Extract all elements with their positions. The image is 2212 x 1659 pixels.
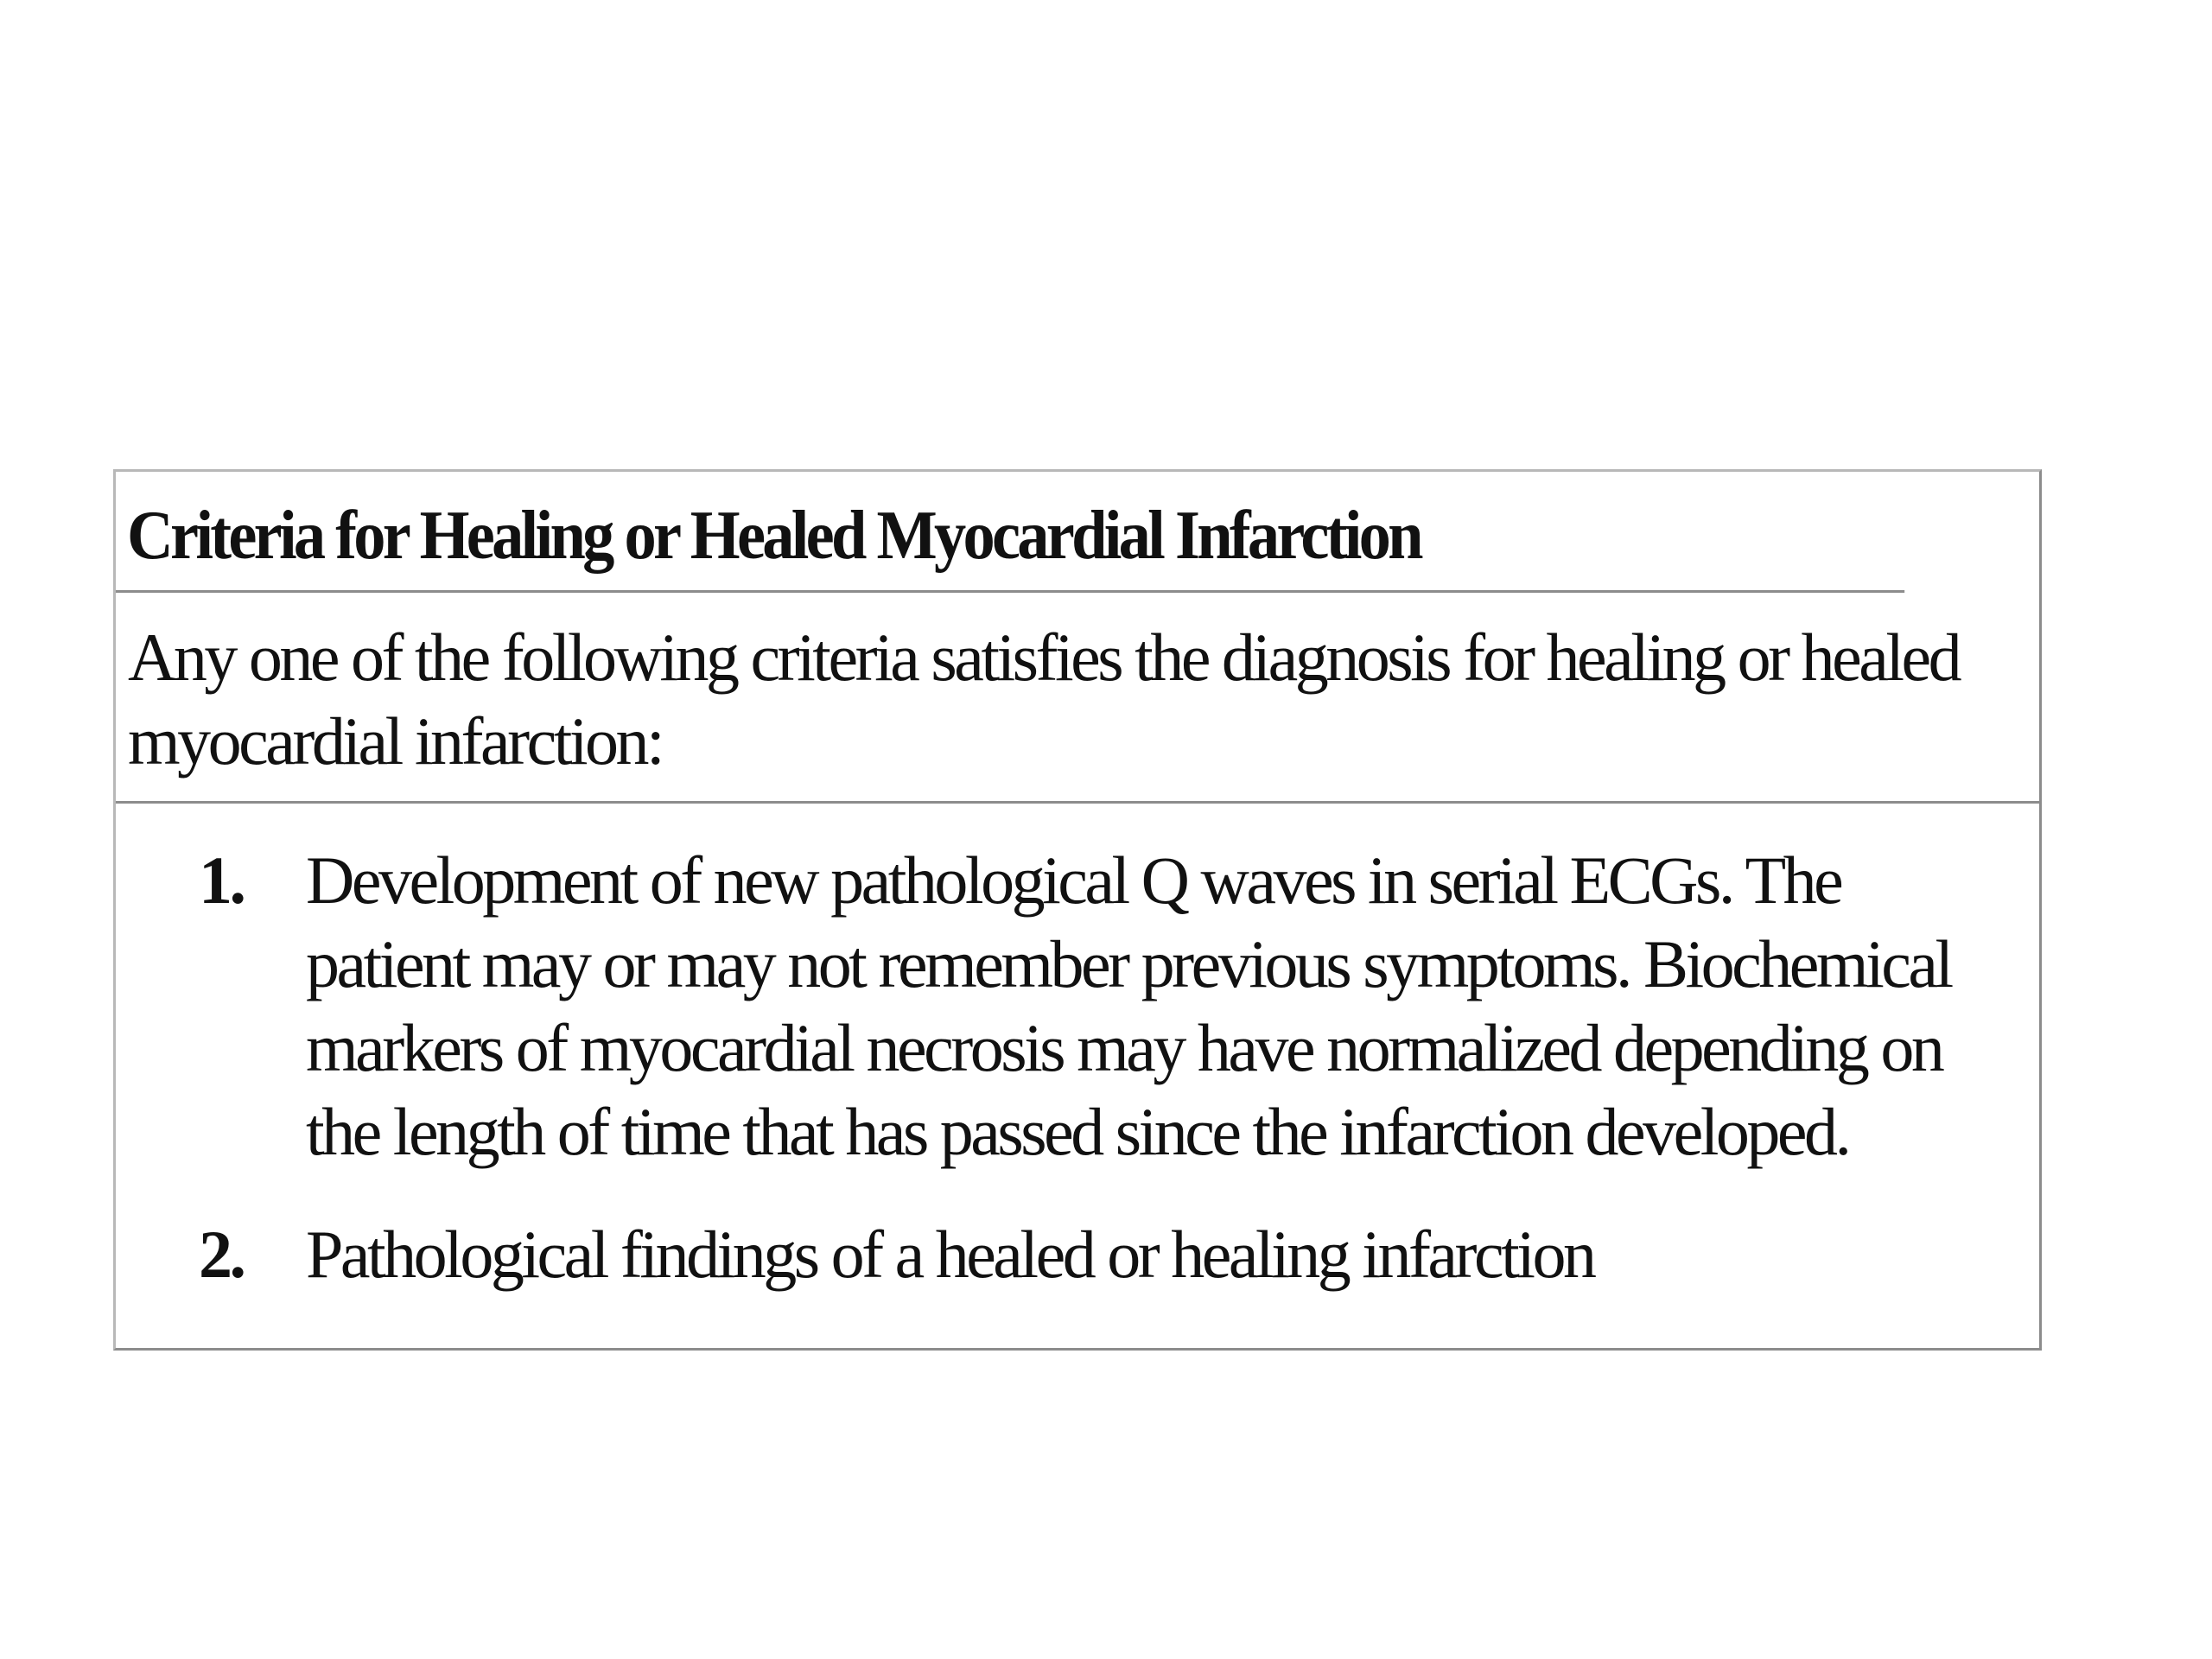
list-item-number: 1. [199,842,244,918]
list-item-number: 2. [199,1217,244,1292]
criteria-list [116,804,2039,1348]
criteria-table [113,469,2042,1351]
list-item-text: Development of new pathological Q waves in serial ECGs. The patient may or may not remember previous symptoms. Biochemical markers of myocardial necrosis may have normalized depending on the length of time that has passed since the infarction developed. [306,842,1951,1169]
table-intro: Any one of the following criteria satisfies the diagnosis for healing or healed myocardial infarction: [116,593,2039,804]
list-item [116,1212,2039,1296]
list-item [116,838,2039,1173]
table-title: Criteria for Healing or Healed Myocardial Infarction [116,472,1904,593]
list-item-text: Pathological findings of a healed or healing infarction [306,1217,1594,1292]
